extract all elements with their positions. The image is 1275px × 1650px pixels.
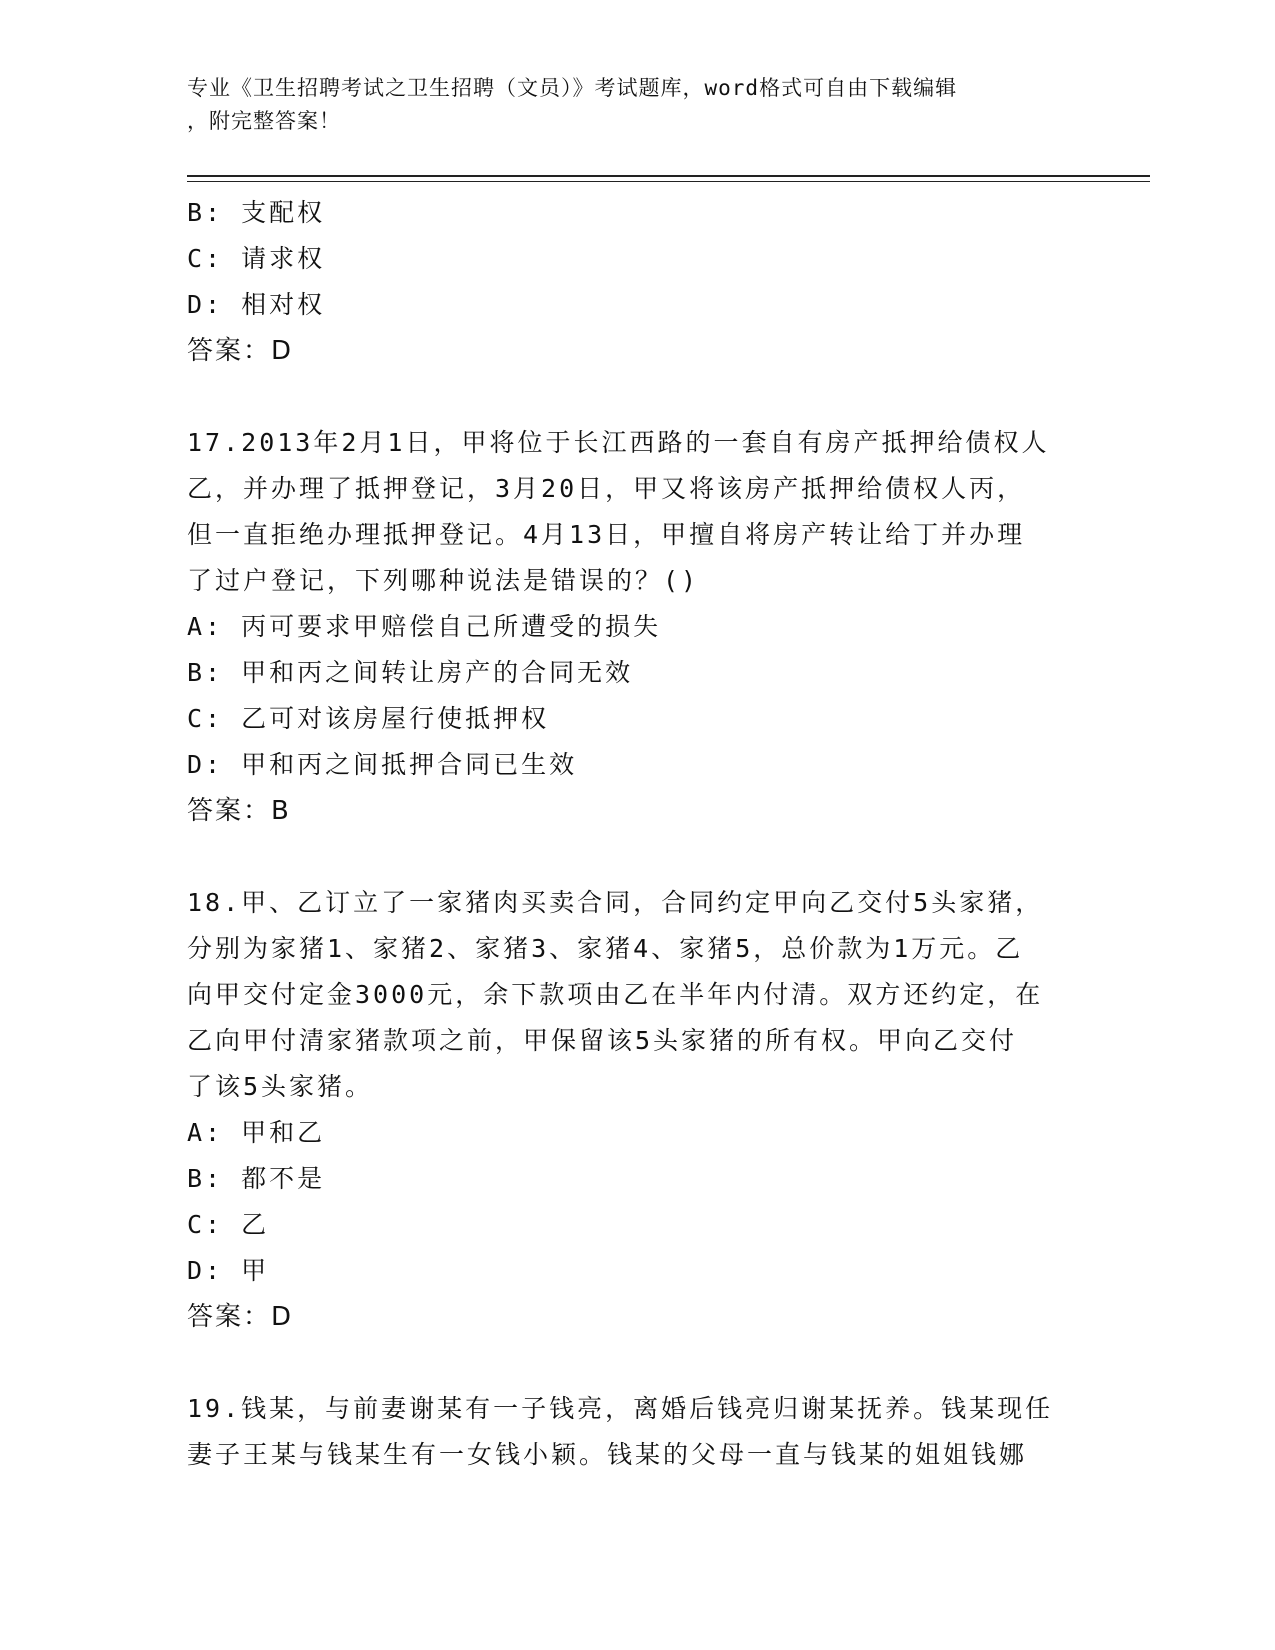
header-divider-thick (187, 175, 1150, 177)
question-list (187, 190, 1087, 1478)
option-c: C: 乙 (187, 1210, 270, 1239)
question-text-line: 18.甲、乙订立了一家猪肉买卖合同，合同约定甲向乙交付5头家猪， (187, 888, 1044, 917)
question-text-line: 了该5头家猪。 (187, 1072, 374, 1101)
question-16-tail (187, 190, 1087, 374)
question-text-line: 分别为家猪1、家猪2、家猪3、家猪4、家猪5，总价款为1万元。乙 (187, 934, 1024, 963)
question-text-line: 17.2013年2月1日，甲将位于长江西路的一套自有房产抵押给债权人 (187, 428, 1050, 457)
question-text-line: 乙，并办理了抵押登记，3月20日，甲又将该房产抵押给债权人丙， (187, 474, 1026, 503)
answer: 答案：D (187, 336, 294, 366)
question-text-line: 但一直拒绝办理抵押登记。4月13日，甲擅自将房产转让给丁并办理 (187, 520, 1026, 549)
option-d: D: 相对权 (187, 290, 326, 319)
question-text-line: 妻子王某与钱某生有一女钱小颖。钱某的父母一直与钱某的姐姐钱娜 (187, 1440, 1028, 1469)
question-text-line: 乙向甲付清家猪款项之前，甲保留该5头家猪的所有权。甲向乙交付 (187, 1026, 1018, 1055)
spacer (187, 374, 1087, 420)
spacer (187, 1340, 1087, 1386)
option-b: B: 甲和丙之间转让房产的合同无效 (187, 658, 634, 687)
option-d: D: 甲 (187, 1256, 270, 1285)
question-text-line: 了过户登记，下列哪种说法是错误的？() (187, 566, 700, 595)
question-18 (187, 880, 1087, 1340)
option-b: B: 支配权 (187, 198, 326, 227)
option-c: C: 乙可对该房屋行使抵押权 (187, 704, 550, 733)
answer: 答案：B (187, 796, 291, 826)
spacer (187, 834, 1087, 880)
option-a: A: 丙可要求甲赔偿自己所遭受的损失 (187, 612, 662, 641)
document-header (187, 72, 1087, 138)
answer: 答案：D (187, 1302, 294, 1332)
question-19 (187, 1386, 1087, 1478)
header-line-2: ，附完整答案！ (187, 109, 341, 133)
header-divider-thin (187, 181, 1150, 182)
option-a: A: 甲和乙 (187, 1118, 326, 1147)
question-text-line: 向甲交付定金3000元，余下款项由乙在半年内付清。双方还约定，在 (187, 980, 1044, 1009)
option-b: B: 都不是 (187, 1164, 326, 1193)
option-d: D: 甲和丙之间抵押合同已生效 (187, 750, 578, 779)
question-text-line: 19.钱某，与前妻谢某有一子钱亮，离婚后钱亮归谢某抚养。钱某现任 (187, 1394, 1054, 1423)
option-c: C: 请求权 (187, 244, 326, 273)
header-line-1: 专业《卫生招聘考试之卫生招聘（文员）》考试题库，word格式可自由下载编辑 (187, 76, 958, 100)
question-17 (187, 420, 1087, 834)
